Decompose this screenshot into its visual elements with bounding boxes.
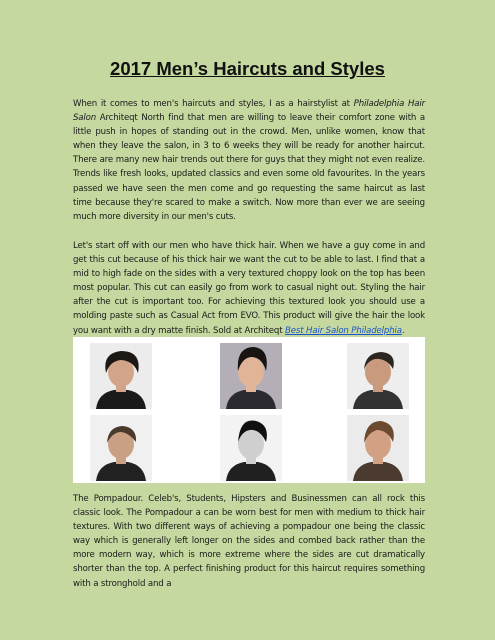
haircut-photo-textured: [90, 343, 152, 409]
thick-hair-text: Let's start off with our men who have thick hair. When we have a guy come in and get this cut because of his thick hair we want the cut to be able to last. I find that a mid to high fade on the sides with a very textured choppy look on the top has been most popular. This cut can easily go from work to casual night out. Styling the hair after the cut is important too. For achieving this textured look you should use a molding paste such as Casual Act from EVO. This product will give the hair the look you want with a dry matte finish. Sold at Architeqt: [73, 241, 425, 336]
best-hair-salon-link[interactable]: Best Hair Salon Philadelphia: [285, 325, 402, 336]
intro-rest: Architeqt North find that men are willing to leave their comfort zone with a little push in hopes of standing out in the crowd. Men, unlike women, know that when they leave the salon, in 3 to 6 weeks they will be ready for another haircut. There are many new hair trends out there for guys that they might not even realize. Trends like fresh looks, updated classics and even some old favourites. In the years passed we have seen the men come and go requesting the same haircut as last time because they're scared to make a switch. Now more than ever we are seeing much more diversity in our men's cuts.: [73, 113, 425, 222]
haircut-photo-pompadour-bw: [220, 415, 282, 481]
haircut-gallery: [73, 337, 425, 483]
haircut-photo-classic-pompadour: [347, 415, 409, 481]
portrait-illustration: [90, 343, 152, 409]
page-title: 2017 Men’s Haircuts and Styles: [110, 58, 385, 79]
haircut-photo-quiff: [220, 343, 282, 409]
pompadour-paragraph: The Pompadour. Celeb's, Students, Hipsters and Businessmen can all rock this classic look. The Pompadour a can be worn best for men with medium to thick hair textures. With two different ways of achieving a pompadour one being the classic way which is generally left longer on the sides and combed back rather than the more modern way, which is more extreme where the sides are cut dramatically shorter than the top. A perfect finishing product for this haircut requires something with a stronghold and a: [73, 494, 425, 589]
thick-hair-paragraph: [73, 239, 425, 338]
portrait-illustration: [220, 415, 282, 481]
portrait-illustration: [220, 343, 282, 409]
portrait-illustration: [347, 343, 409, 409]
portrait-illustration: [347, 415, 409, 481]
thick-hair-end: .: [401, 325, 405, 336]
haircut-photo-slick-back: [90, 415, 152, 481]
portrait-illustration: [90, 415, 152, 481]
intro-paragraph: [73, 97, 425, 224]
haircut-photo-side-swept: [347, 343, 409, 409]
intro-text: When it comes to men's haircuts and styles, I as a hairstylist at: [73, 99, 354, 109]
salon-name: Philadelphia Hair Salon: [73, 99, 426, 124]
